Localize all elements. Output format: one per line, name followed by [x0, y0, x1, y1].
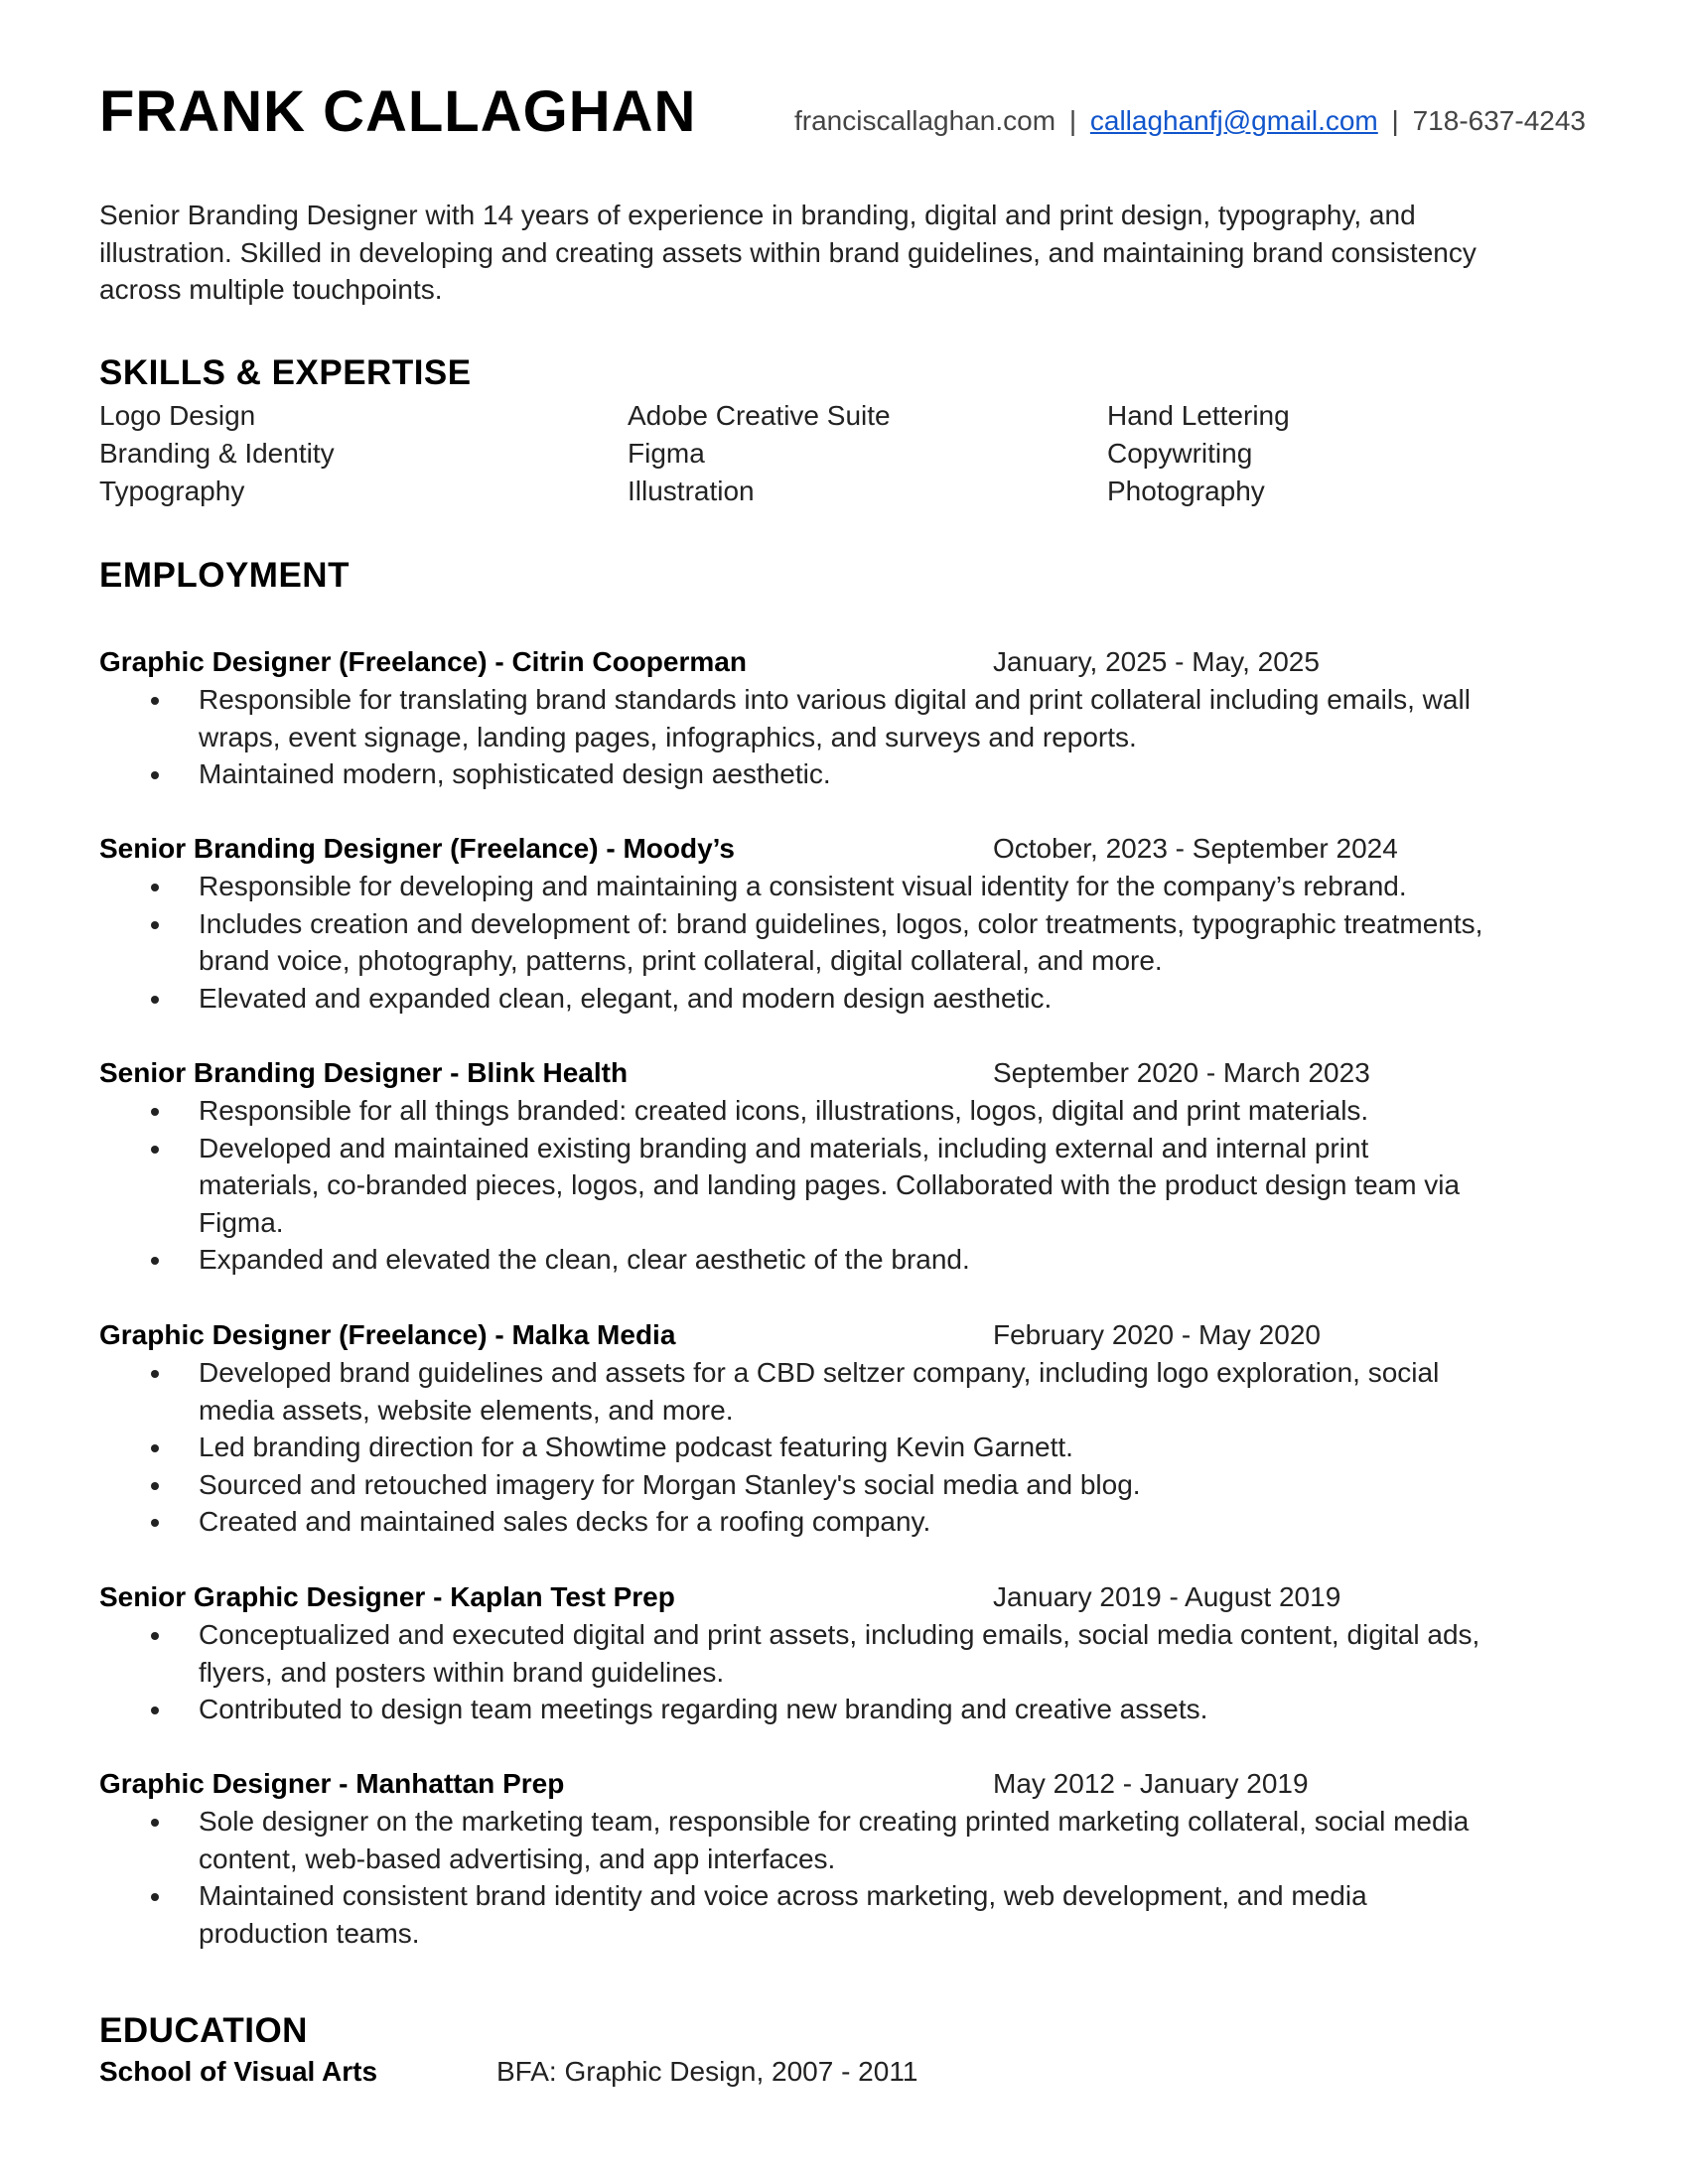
job-entry [99, 1316, 1519, 1541]
bullet-item [99, 755, 1489, 793]
bullet-item [99, 868, 1489, 905]
bullet-item [99, 1241, 1489, 1279]
bullet-text: Responsible for developing and maintaining a consistent visual identity for the company’s rebrand. [199, 871, 1407, 901]
bullet-item [99, 1691, 1489, 1728]
phone-number: 718-637-4243 [1412, 105, 1586, 136]
bullet-text: Maintained modern, sophisticated design aesthetic. [199, 758, 831, 789]
bullet-dot [151, 1819, 159, 1827]
job-bullets [99, 1616, 1519, 1728]
bullet-dot [151, 1444, 159, 1452]
job-bullets [99, 1803, 1519, 1952]
skills-column [99, 397, 335, 510]
job-entry [99, 643, 1519, 793]
job-title: Senior Branding Designer (Freelance) - Moody’s [99, 833, 735, 864]
skill-item: Hand Lettering [1107, 400, 1290, 431]
job-entry [99, 830, 1519, 1017]
candidate-name: FRANK CALLAGHAN [99, 79, 697, 144]
bullet-dot [151, 1632, 159, 1640]
skill-item: Illustration [628, 476, 755, 506]
separator: | [1391, 105, 1399, 136]
skills-heading: SKILLS & EXPERTISE [99, 353, 472, 392]
bullet-dot [151, 1257, 159, 1265]
job-dates: January, 2025 - May, 2025 [993, 646, 1320, 677]
bullet-item [99, 1503, 1489, 1541]
bullet-item [99, 980, 1489, 1018]
job-header [99, 1316, 1519, 1354]
bullet-dot [151, 1706, 159, 1714]
bullet-dot [151, 697, 159, 705]
bullet-text: Responsible for translating brand standards into various digital and print collateral including emails, wall wraps, event signage, landing pages, infographics, and surveys and reports. [199, 684, 1471, 752]
skills-column [1107, 397, 1290, 510]
bullet-item [99, 1616, 1489, 1691]
job-bullets [99, 1092, 1519, 1279]
bullet-dot [151, 1108, 159, 1116]
bullet-text: Created and maintained sales decks for a roofing company. [199, 1506, 931, 1537]
bullet-text: Sole designer on the marketing team, responsible for creating printed marketing collateral, social media content, web-based advertising, and app interfaces. [199, 1806, 1470, 1874]
bullet-dot [151, 921, 159, 929]
job-header [99, 643, 1519, 681]
bullet-text: Developed and maintained existing branding and materials, including external and internal print materials, co-branded pieces, logos, and landing pages. Collaborated with the product design team via Figma. [199, 1132, 1461, 1238]
bullet-dot [151, 1146, 159, 1154]
bullet-dot [151, 1370, 159, 1378]
bullet-text: Conceptualized and executed digital and print assets, including emails, social media content, digital ads, flyers, and posters within brand guidelines. [199, 1619, 1480, 1688]
skill-item: Adobe Creative Suite [628, 400, 891, 431]
bullet-text: Expanded and elevated the clean, clear aesthetic of the brand. [199, 1244, 970, 1275]
job-header [99, 1578, 1519, 1616]
bullet-dot [151, 1893, 159, 1901]
bullet-text: Responsible for all things branded: created icons, illustrations, logos, digital and print materials. [199, 1095, 1369, 1126]
job-entry [99, 1578, 1519, 1728]
job-title: Senior Graphic Designer - Kaplan Test Prep [99, 1581, 675, 1612]
bullet-item [99, 1429, 1489, 1466]
bullet-item [99, 1877, 1489, 1952]
email-link[interactable]: callaghanfj@gmail.com [1089, 105, 1378, 136]
skill-item: Copywriting [1107, 438, 1253, 469]
website-link[interactable]: franciscallaghan.com [794, 105, 1056, 136]
skill-item: Typography [99, 476, 245, 506]
education-heading: EDUCATION [99, 2011, 308, 2050]
bullet-text: Led branding direction for a Showtime podcast featuring Kevin Garnett. [199, 1432, 1073, 1462]
job-dates: October, 2023 - September 2024 [993, 833, 1398, 864]
job-entry [99, 1054, 1519, 1279]
job-bullets [99, 681, 1519, 793]
bullet-text: Elevated and expanded clean, elegant, and modern design aesthetic. [199, 982, 1053, 1014]
bullet-item [99, 681, 1489, 755]
job-title: Graphic Designer (Freelance) - Malka Media [99, 1319, 676, 1350]
degree: BFA: Graphic Design, 2007 - 2011 [496, 2056, 918, 2087]
bullet-item [99, 1466, 1489, 1504]
bullet-dot [151, 996, 159, 1004]
bullet-text: Sourced and retouched imagery for Morgan Stanley's social media and blog. [199, 1468, 1141, 1500]
job-bullets [99, 1354, 1519, 1541]
job-header [99, 830, 1519, 868]
job-title: Graphic Designer - Manhattan Prep [99, 1768, 565, 1799]
job-header [99, 1054, 1519, 1092]
job-entry [99, 1765, 1519, 1952]
skill-item: Figma [628, 438, 705, 469]
job-dates: May 2012 - January 2019 [993, 1768, 1309, 1799]
job-dates: February 2020 - May 2020 [993, 1319, 1321, 1350]
job-dates: January 2019 - August 2019 [993, 1581, 1341, 1612]
bullet-dot [151, 884, 159, 891]
job-header [99, 1765, 1519, 1803]
skills-grid [99, 397, 1489, 516]
job-bullets [99, 868, 1519, 1017]
bullet-text: Contributed to design team meetings regarding new branding and creative assets. [199, 1694, 1208, 1724]
bullet-dot [151, 771, 159, 779]
bullet-item [99, 1354, 1489, 1429]
skill-item: Logo Design [99, 400, 256, 431]
skills-column [628, 397, 891, 510]
contact-line [794, 101, 1586, 141]
bullet-item [99, 1803, 1489, 1877]
job-dates: September 2020 - March 2023 [993, 1057, 1370, 1088]
bullet-text: Developed brand guidelines and assets for a CBD seltzer company, including logo exploration, social media assets, website elements, and more. [199, 1357, 1440, 1426]
bullet-dot [151, 1482, 159, 1490]
bullet-text: Includes creation and development of: brand guidelines, logos, color treatments, typographic treatments, brand voice, photography, patterns, print collateral, digital collateral, and more. [199, 907, 1483, 976]
bullet-text: Maintained consistent brand identity and voice across marketing, web development, and media production teams. [199, 1880, 1367, 1949]
bullet-item [99, 905, 1489, 980]
bullet-item [99, 1092, 1489, 1130]
profile-summary: Senior Branding Designer with 14 years of experience in branding, digital and print design, typography, and illustration. Skilled in developing and creating assets within brand guidelines, and maintaining brand consistency across multiple touchpoints. [99, 200, 1477, 305]
employment-heading: EMPLOYMENT [99, 556, 350, 595]
school-name: School of Visual Arts [99, 2056, 378, 2087]
bullet-item [99, 1130, 1489, 1242]
separator: | [1068, 105, 1077, 136]
job-title: Senior Branding Designer - Blink Health [99, 1057, 629, 1088]
bullet-dot [151, 1519, 159, 1527]
skill-item: Photography [1107, 476, 1265, 506]
job-title: Graphic Designer (Freelance) - Citrin Cooperman [99, 646, 747, 677]
skill-item: Branding & Identity [99, 438, 335, 469]
education-entry [99, 2053, 1489, 2093]
